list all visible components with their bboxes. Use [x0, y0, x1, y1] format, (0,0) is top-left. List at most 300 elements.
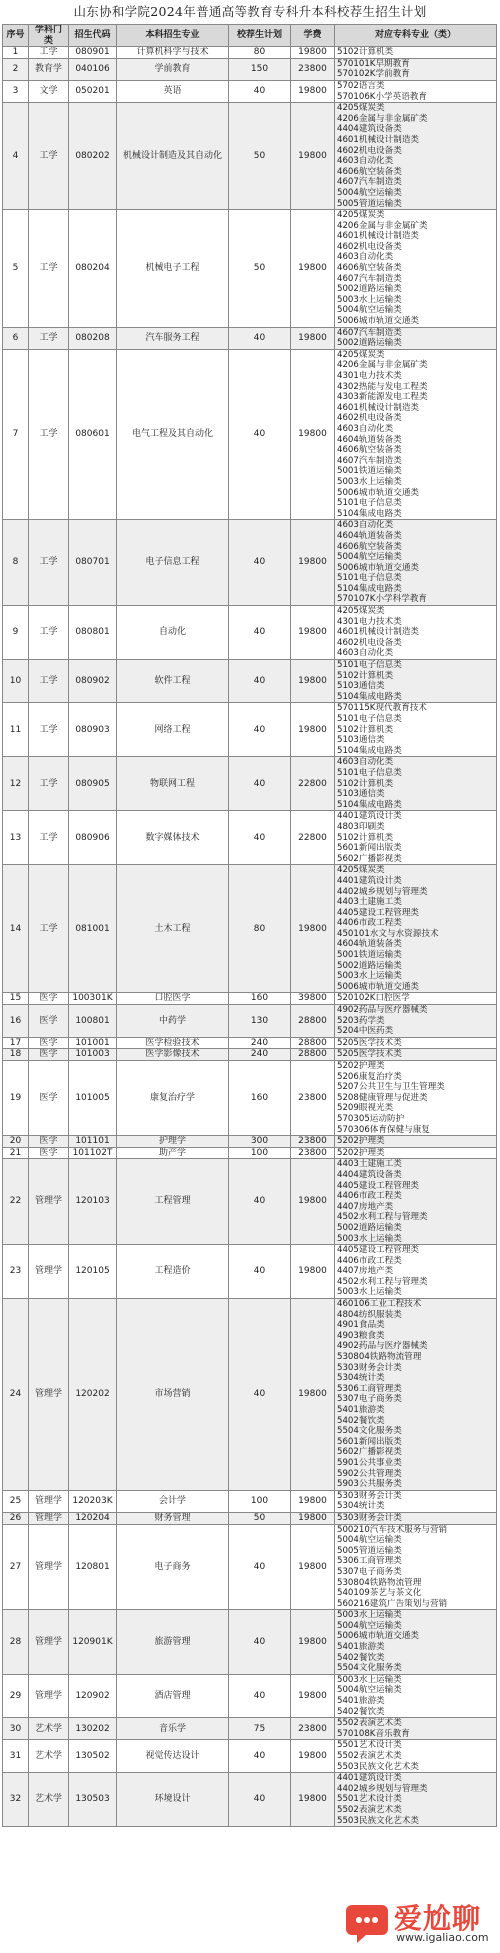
row-fee: 19800 — [291, 80, 335, 102]
row-category: 工学 — [29, 865, 69, 993]
source-major-item: 500210汽车技术服务与营销 — [337, 1524, 448, 1535]
source-major-item: 5502表演艺术类 — [337, 1804, 402, 1815]
watermark — [344, 1895, 494, 1949]
source-major-item: 5103通信类 — [337, 789, 385, 800]
row-plan: 160 — [229, 1061, 291, 1136]
row-plan: 100 — [229, 1147, 291, 1159]
source-major-item: 5002道路运输类 — [337, 338, 402, 349]
row-source-majors — [335, 1512, 497, 1524]
row-source-majors — [335, 47, 497, 59]
row-code: 120204 — [69, 1512, 117, 1524]
row-fee: 19800 — [291, 210, 335, 328]
source-major-item: 4903粮食类 — [337, 1330, 385, 1341]
source-major-item: 5102计算机类 — [337, 670, 394, 681]
row-plan: 40 — [229, 660, 291, 703]
source-major-item: 5202护理类 — [337, 1136, 385, 1147]
source-major-item: 4901食品类 — [337, 1320, 385, 1331]
table-row — [3, 1512, 497, 1524]
bubble-logo-icon — [344, 1899, 390, 1945]
row-source-majors — [335, 703, 497, 757]
table-row — [3, 1159, 497, 1245]
table-row — [3, 1037, 497, 1049]
row-plan: 40 — [229, 1159, 291, 1245]
table-row — [3, 1061, 497, 1136]
row-fee: 19800 — [291, 703, 335, 757]
row-major: 汽车服务工程 — [117, 327, 229, 349]
source-major-item: 570102K学前教育 — [337, 69, 410, 80]
row-plan: 40 — [229, 349, 291, 520]
source-major-item: 4206金属与非金属矿类 — [337, 220, 428, 231]
row-fee: 22800 — [291, 811, 335, 865]
table-header-row — [3, 25, 497, 47]
row-fee: 28800 — [291, 1005, 335, 1038]
source-major-item: 5208健康管理与促进类 — [337, 1092, 428, 1103]
row-major: 电子信息工程 — [117, 520, 229, 606]
source-major-item: 5503民族文化艺术类 — [337, 1815, 420, 1826]
row-source-majors — [335, 606, 497, 660]
source-major-item: 5402餐饮类 — [337, 1652, 385, 1663]
row-major: 电子商务 — [117, 1524, 229, 1610]
row-index: 2 — [3, 58, 29, 80]
source-major-item: 450101水文与水资源技术 — [337, 928, 439, 939]
table-row — [3, 865, 497, 993]
row-fee: 19800 — [291, 1674, 335, 1717]
row-major: 康复治疗学 — [117, 1061, 229, 1136]
source-major-item: 4206金属与非金属矿类 — [337, 360, 428, 371]
row-plan: 40 — [229, 1524, 291, 1610]
row-code: 101003 — [69, 1049, 117, 1061]
row-major: 自动化 — [117, 606, 229, 660]
source-major-item: 5902公共管理类 — [337, 1468, 402, 1479]
row-category: 管理学 — [29, 1610, 69, 1675]
source-major-item: 5204中医药类 — [337, 1026, 394, 1037]
source-major-item: 4601机械设计制造类 — [337, 134, 420, 145]
source-major-item: 5501艺术设计类 — [337, 1740, 402, 1751]
table-row — [3, 1740, 497, 1773]
row-major: 视觉传达设计 — [117, 1740, 229, 1773]
row-index: 29 — [3, 1674, 29, 1717]
row-index: 16 — [3, 1005, 29, 1038]
row-index: 13 — [3, 811, 29, 865]
header-major: 本科招生专业 — [117, 25, 229, 47]
row-source-majors — [335, 993, 497, 1005]
row-plan: 130 — [229, 1005, 291, 1038]
row-code: 130502 — [69, 1740, 117, 1773]
row-category: 工学 — [29, 520, 69, 606]
source-major-item: 4205煤炭类 — [337, 103, 385, 114]
row-index: 25 — [3, 1490, 29, 1512]
source-major-item: 5202护理类 — [337, 1061, 385, 1071]
row-code: 080208 — [69, 327, 117, 349]
row-index: 31 — [3, 1740, 29, 1773]
source-major-item: 4607汽车制造类 — [337, 327, 402, 338]
source-major-item: 4606航空装备类 — [337, 445, 402, 456]
row-code: 081001 — [69, 865, 117, 993]
row-category: 管理学 — [29, 1245, 69, 1299]
source-major-item: 4303新能源发电工程类 — [337, 392, 428, 403]
row-fee: 19800 — [291, 1245, 335, 1299]
row-major: 土木工程 — [117, 865, 229, 993]
source-major-item: 5006城市轨道交通类 — [337, 316, 420, 327]
row-index: 28 — [3, 1610, 29, 1675]
source-major-item: 4402城乡规划与管理类 — [337, 1783, 428, 1794]
row-code: 040106 — [69, 58, 117, 80]
source-major-item: 4902药品与医疗器械类 — [337, 1005, 428, 1016]
row-fee: 19800 — [291, 660, 335, 703]
row-major: 中药学 — [117, 1005, 229, 1038]
row-category: 管理学 — [29, 1299, 69, 1491]
source-major-item: 5103通信类 — [337, 735, 385, 746]
source-major-item: 5003水上运输类 — [337, 1233, 402, 1244]
row-index: 22 — [3, 1159, 29, 1245]
source-major-item: 5104集成电路类 — [337, 508, 402, 519]
source-major-item: 4502水利工程与管理类 — [337, 1212, 428, 1223]
source-major-item: 530804铁路物流管理 — [337, 1352, 422, 1363]
row-fee: 19800 — [291, 1512, 335, 1524]
row-major: 学前教育 — [117, 58, 229, 80]
table-row — [3, 1005, 497, 1038]
row-plan: 40 — [229, 757, 291, 811]
source-major-item: 5502表演艺术类 — [337, 1718, 402, 1729]
source-major-item: 5901公共事业类 — [337, 1457, 402, 1468]
table-row — [3, 103, 497, 210]
source-major-item: 4607汽车制造类 — [337, 177, 402, 188]
row-code: 080601 — [69, 349, 117, 520]
source-major-item: 520102K口腔医学 — [337, 993, 410, 1004]
row-index: 6 — [3, 327, 29, 349]
row-category: 管理学 — [29, 1524, 69, 1610]
enrollment-plan-table — [2, 24, 497, 1827]
source-major-item: 4607汽车制造类 — [337, 273, 402, 284]
source-major-item: 5006城市轨道交通类 — [337, 981, 420, 992]
row-plan: 40 — [229, 606, 291, 660]
source-major-item: 4206金属与非金属矿类 — [337, 113, 428, 124]
source-major-item: 570115K现代教育技术 — [337, 703, 428, 714]
source-major-item: 5202护理类 — [337, 1147, 385, 1158]
row-source-majors — [335, 1718, 497, 1740]
row-index: 5 — [3, 210, 29, 328]
row-plan: 40 — [229, 327, 291, 349]
source-major-item: 5104集成电路类 — [337, 799, 402, 810]
row-index: 26 — [3, 1512, 29, 1524]
row-major: 口腔医学 — [117, 993, 229, 1005]
row-code: 100801 — [69, 1005, 117, 1038]
source-major-item: 5003水上运输类 — [337, 971, 402, 982]
table-row — [3, 811, 497, 865]
row-category: 工学 — [29, 210, 69, 328]
row-category: 工学 — [29, 103, 69, 210]
row-source-majors — [335, 1049, 497, 1061]
row-fee: 28800 — [291, 1049, 335, 1061]
source-major-item: 4401建筑设计类 — [337, 1773, 402, 1784]
row-fee: 19800 — [291, 47, 335, 59]
row-source-majors — [335, 811, 497, 865]
source-major-item: 5104集成电路类 — [337, 583, 402, 594]
source-major-item: 4205煤炭类 — [337, 210, 385, 221]
row-major: 工程管理 — [117, 1159, 229, 1245]
row-code: 120801 — [69, 1524, 117, 1610]
source-major-item: 4607汽车制造类 — [337, 455, 402, 466]
row-source-majors — [335, 1490, 497, 1512]
row-plan: 50 — [229, 103, 291, 210]
row-source-majors — [335, 660, 497, 703]
row-code: 050201 — [69, 80, 117, 102]
table-row — [3, 1136, 497, 1148]
source-major-item: 4606航空装备类 — [337, 166, 402, 177]
table-row — [3, 660, 497, 703]
row-plan: 240 — [229, 1037, 291, 1049]
row-index: 12 — [3, 757, 29, 811]
table-row — [3, 1490, 497, 1512]
source-major-item: 5501艺术设计类 — [337, 1794, 402, 1805]
row-plan: 50 — [229, 1512, 291, 1524]
row-category: 医学 — [29, 1136, 69, 1148]
row-source-majors — [335, 1773, 497, 1827]
source-major-item: 5101电子信息类 — [337, 767, 402, 778]
source-major-item: 4601机械设计制造类 — [337, 231, 420, 242]
table-row — [3, 1524, 497, 1610]
source-major-item: 5306工商管理类 — [337, 1556, 402, 1567]
row-fee: 19800 — [291, 865, 335, 993]
source-major-item: 5206康复治疗类 — [337, 1071, 402, 1082]
row-major: 酒店管理 — [117, 1674, 229, 1717]
row-plan: 40 — [229, 1740, 291, 1773]
source-major-item: 4403土建施工类 — [337, 1159, 402, 1170]
source-major-item: 5002道路运输类 — [337, 1222, 402, 1233]
source-major-item: 5102计算机类 — [337, 724, 394, 735]
source-major-item: 5004航空运输类 — [337, 305, 402, 316]
table-row — [3, 210, 497, 328]
row-plan: 40 — [229, 80, 291, 102]
source-major-item: 4602机电设备类 — [337, 241, 402, 252]
row-source-majors — [335, 1674, 497, 1717]
header-plan: 校荐生计划 — [229, 25, 291, 47]
row-major: 工程造价 — [117, 1245, 229, 1299]
source-major-item: 5503民族文化艺术类 — [337, 1761, 420, 1772]
source-major-item: 4601机械设计制造类 — [337, 627, 420, 638]
row-fee: 19800 — [291, 1524, 335, 1610]
source-major-item: 5209眼视光类 — [337, 1103, 394, 1114]
source-major-item: 4301电力技术类 — [337, 616, 402, 627]
source-major-item: 5002道路运输类 — [337, 284, 402, 295]
source-major-item: 5401旅游类 — [337, 1696, 385, 1707]
row-source-majors — [335, 103, 497, 210]
row-major: 市场营销 — [117, 1299, 229, 1491]
row-fee: 19800 — [291, 520, 335, 606]
row-source-majors — [335, 80, 497, 102]
row-category: 教育学 — [29, 58, 69, 80]
source-major-item: 4502水利工程与管理类 — [337, 1276, 428, 1287]
source-major-item: 4606航空装备类 — [337, 541, 402, 552]
row-category: 管理学 — [29, 1159, 69, 1245]
source-major-item: 5203药学类 — [337, 1015, 385, 1026]
row-major: 旅游管理 — [117, 1610, 229, 1675]
row-major: 助产学 — [117, 1147, 229, 1159]
row-index: 15 — [3, 993, 29, 1005]
source-major-item: 5004航空运输类 — [337, 1535, 402, 1546]
row-category: 工学 — [29, 327, 69, 349]
row-plan: 40 — [229, 703, 291, 757]
row-category: 工学 — [29, 660, 69, 703]
table-row — [3, 993, 497, 1005]
row-plan: 100 — [229, 1490, 291, 1512]
row-plan: 40 — [229, 1773, 291, 1827]
row-fee: 19800 — [291, 103, 335, 210]
row-plan: 80 — [229, 865, 291, 993]
source-major-item: 460106工业工程技术 — [337, 1299, 422, 1310]
row-code: 120902 — [69, 1674, 117, 1717]
row-code: 080903 — [69, 703, 117, 757]
source-major-item: 5307电子商务类 — [337, 1394, 402, 1405]
row-major: 软件工程 — [117, 660, 229, 703]
source-major-item: 5102计算机类 — [337, 832, 394, 843]
source-major-item: 5205医学技术类 — [337, 1037, 402, 1048]
source-major-item: 4407房地产类 — [337, 1266, 394, 1277]
row-major: 网络工程 — [117, 703, 229, 757]
row-category: 艺术学 — [29, 1773, 69, 1827]
row-code: 120105 — [69, 1245, 117, 1299]
source-major-item: 5401旅游类 — [337, 1642, 385, 1653]
source-major-item: 4205煤炭类 — [337, 606, 385, 617]
row-fee: 23800 — [291, 1147, 335, 1159]
row-code: 080906 — [69, 811, 117, 865]
source-major-item: 4302热能与发电工程类 — [337, 381, 428, 392]
table-row — [3, 1674, 497, 1717]
source-major-item: 4902药品与医疗器械类 — [337, 1341, 428, 1352]
row-plan: 40 — [229, 520, 291, 606]
source-major-item: 5504文化服务类 — [337, 1663, 402, 1674]
row-code: 080801 — [69, 606, 117, 660]
source-major-item: 5001铁道运输类 — [337, 466, 402, 477]
row-fee: 19800 — [291, 1299, 335, 1491]
source-major-item: 5102计算机类 — [337, 778, 394, 789]
row-major: 数字媒体技术 — [117, 811, 229, 865]
row-fee: 23800 — [291, 1136, 335, 1148]
row-source-majors — [335, 327, 497, 349]
source-major-item: 5003水上运输类 — [337, 294, 402, 305]
source-major-item: 5103通信类 — [337, 681, 385, 692]
source-major-item: 4403土建施工类 — [337, 897, 402, 908]
source-major-item: 5207公共卫生与卫生管理类 — [337, 1082, 445, 1093]
row-source-majors — [335, 210, 497, 328]
row-major: 护理学 — [117, 1136, 229, 1148]
row-category: 管理学 — [29, 1674, 69, 1717]
source-major-item: 4602机电设备类 — [337, 637, 402, 648]
row-category: 医学 — [29, 1061, 69, 1136]
row-code: 130202 — [69, 1718, 117, 1740]
source-major-item: 4402城乡规划与管理类 — [337, 886, 428, 897]
row-category: 工学 — [29, 349, 69, 520]
row-category: 管理学 — [29, 1490, 69, 1512]
source-major-item: 4604轨道装备类 — [337, 434, 402, 445]
row-fee: 23800 — [291, 58, 335, 80]
source-major-item: 5702语言类 — [337, 80, 385, 91]
row-code: 120103 — [69, 1159, 117, 1245]
source-major-item: 5402餐饮类 — [337, 1415, 385, 1426]
source-major-item: 5104集成电路类 — [337, 691, 402, 702]
table-row — [3, 1049, 497, 1061]
source-major-item: 5006城市轨道交通类 — [337, 487, 420, 498]
row-category: 工学 — [29, 606, 69, 660]
table-row — [3, 80, 497, 102]
source-major-item: 4404建筑设备类 — [337, 124, 402, 135]
source-major-item: 4205煤炭类 — [337, 349, 385, 360]
row-index: 32 — [3, 1773, 29, 1827]
row-category: 医学 — [29, 1147, 69, 1159]
row-fee: 19800 — [291, 1490, 335, 1512]
source-major-item: 4205煤炭类 — [337, 865, 385, 876]
row-code: 080701 — [69, 520, 117, 606]
row-plan: 240 — [229, 1049, 291, 1061]
row-plan: 75 — [229, 1718, 291, 1740]
source-major-item: 5004航空运输类 — [337, 552, 402, 563]
row-source-majors — [335, 757, 497, 811]
source-major-item: 5304统计类 — [337, 1501, 385, 1512]
source-major-item: 570306体育保健与康复 — [337, 1124, 430, 1135]
row-source-majors — [335, 1136, 497, 1148]
row-fee: 23800 — [291, 1061, 335, 1136]
source-major-item: 5102计算机类 — [337, 47, 394, 58]
row-source-majors — [335, 349, 497, 520]
source-major-item: 4603自动化类 — [337, 252, 394, 263]
row-source-majors — [335, 1159, 497, 1245]
row-major: 财务管理 — [117, 1512, 229, 1524]
header-category: 学科门类 — [29, 25, 69, 47]
source-major-item: 540109茶艺与茶文化 — [337, 1588, 422, 1599]
source-major-item: 5205医学技术类 — [337, 1049, 402, 1060]
source-major-item: 4401建筑设计类 — [337, 875, 402, 886]
source-major-item: 4407房地产类 — [337, 1201, 394, 1212]
header-code: 招生代码 — [69, 25, 117, 47]
row-category: 工学 — [29, 703, 69, 757]
row-index: 10 — [3, 660, 29, 703]
row-index: 27 — [3, 1524, 29, 1610]
page-title: 山东协和学院2024年普通高等教育专科升本科校荐生招生计划 — [73, 4, 427, 19]
source-major-item: 4301电力技术类 — [337, 371, 402, 381]
source-major-item: 5006城市轨道交通类 — [337, 562, 420, 573]
source-major-item: 560216建筑广告策划与营销 — [337, 1598, 448, 1609]
source-major-item: 4401建筑设计类 — [337, 811, 402, 822]
source-major-item: 5003水上运输类 — [337, 1287, 402, 1298]
row-code: 101101 — [69, 1136, 117, 1148]
source-major-item: 5101电子信息类 — [337, 660, 402, 671]
row-source-majors — [335, 865, 497, 993]
row-code: 120901K — [69, 1610, 117, 1675]
source-major-item: 4603自动化类 — [337, 156, 394, 167]
source-major-item: 570108K音乐教育 — [337, 1728, 410, 1739]
source-major-item: 4803印刷类 — [337, 821, 385, 832]
row-source-majors — [335, 1524, 497, 1610]
header-index: 序号 — [3, 25, 29, 47]
row-index: 1 — [3, 47, 29, 59]
row-index: 23 — [3, 1245, 29, 1299]
header-fee: 学费 — [291, 25, 335, 47]
row-index: 30 — [3, 1718, 29, 1740]
row-fee: 19800 — [291, 1773, 335, 1827]
row-source-majors — [335, 1061, 497, 1136]
row-index: 18 — [3, 1049, 29, 1061]
row-category: 工学 — [29, 757, 69, 811]
source-major-item: 5303财务会计类 — [337, 1490, 402, 1501]
table-row — [3, 349, 497, 520]
row-fee: 19800 — [291, 1159, 335, 1245]
row-index: 4 — [3, 103, 29, 210]
source-major-item: 4404建筑设备类 — [337, 1169, 402, 1180]
source-major-item: 4606航空装备类 — [337, 263, 402, 274]
row-index: 7 — [3, 349, 29, 520]
row-index: 8 — [3, 520, 29, 606]
source-major-item: 5402餐饮类 — [337, 1706, 385, 1717]
